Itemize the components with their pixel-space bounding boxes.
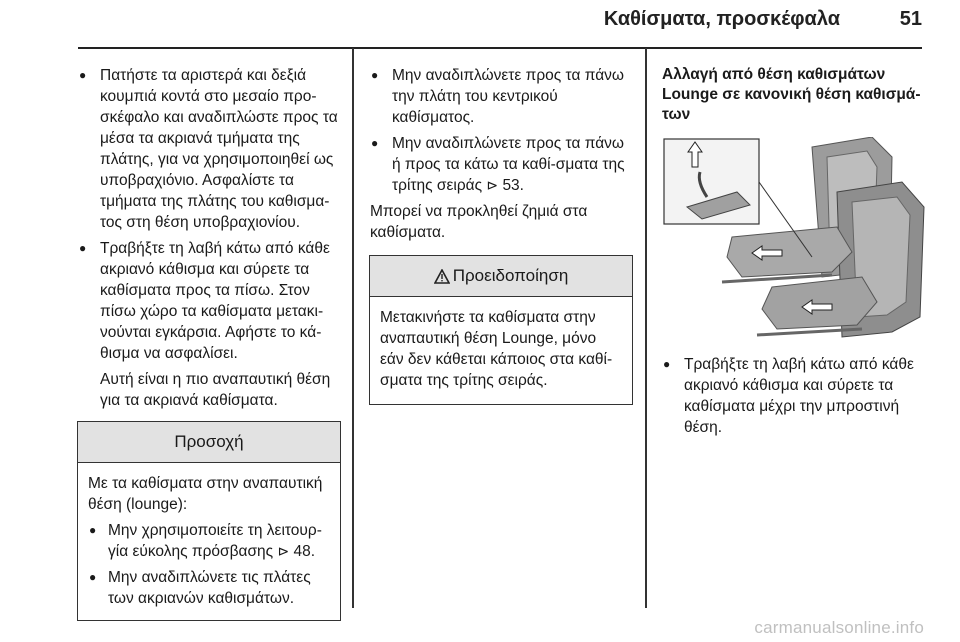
caution-title: Προσοχή <box>78 422 340 463</box>
caution-item-easy-entry <box>88 520 332 562</box>
caution-item-outer-backrests: ● Μην αναδιπλώνετε τις πλάτες των ακριανών καθισμάτων. <box>88 567 332 609</box>
column-2 <box>370 65 632 405</box>
watermark: carmanualsonline.info <box>754 618 924 637</box>
instruction-third-row <box>370 133 632 196</box>
page-reference-icon: ⊳ <box>486 177 499 193</box>
seat-illustration-svg <box>662 137 927 342</box>
instruction-center-backrest: ● Μην αναδιπλώνετε προς τα πάνω την πλάτη του κεντρικού καθίσματος. <box>370 65 632 128</box>
warning-header <box>370 256 632 297</box>
page-number: 51 <box>899 8 922 30</box>
warning-box <box>369 255 633 405</box>
section-heading: Αλλαγή από θέση καθισμάτων Lounge σε κανονική θέση καθισμά-των <box>662 66 921 123</box>
page-reference-icon: ⊳ <box>277 543 290 559</box>
warning-title: Προειδοποίηση <box>452 266 569 285</box>
section-title: Καθίσματα, προσκέφαλα <box>603 8 840 30</box>
instruction-slide-seats-back: ● Τραβήξτε τη λαβή κάτω από κάθε ακριανό κάθισμα και σύρετε τα καθίσματα προς τα πίσω. Στον πίσω χώρο τα καθίσματα μετακι-νούνται εγκάρσια. Αφήστε το κά-θισμα να ασφαλίσει. <box>78 238 340 364</box>
column-divider-right <box>645 48 647 608</box>
caution-intro: Με τα καθίσματα στην αναπαυτική θέση (lounge): <box>88 475 323 513</box>
damage-note: Μπορεί να προκληθεί ζημιά στα καθίσματα. <box>370 203 588 241</box>
column-divider-left <box>352 48 354 608</box>
caution-item-easy-entry-ref[interactable]: 48. <box>293 543 316 560</box>
instruction-third-row-ref[interactable]: 53. <box>502 177 524 194</box>
column-3 <box>662 65 927 443</box>
caution-box <box>77 421 341 621</box>
instruction-third-row-text: Μην αναδιπλώνετε προς τα πάνω ή προς τα κάτω τα καθί-σματα της τρίτης σειράς <box>392 135 625 194</box>
column-1 <box>78 65 340 621</box>
instruction-fold-backrests: ● Πατήστε τα αριστερά και δεξιά κουμπιά κοντά στο μεσαίο προ-σκέφαλο και αναδιπλώστε προς τα μέσα τα ακριανά τμήματα της πλάτης, για να χρησιμοποιηθεί ως υποβραχιόνιο. Ασφαλίστε τα τμήματα της πλάτης του καθισμα-τος στη θέση υποβραχιονίου. <box>78 65 340 233</box>
seat-illustration <box>662 137 927 342</box>
header-divider <box>78 47 922 49</box>
comfort-note: Αυτή είναι η πιο αναπαυτική θέση για τα ακριανά καθίσματα. <box>100 371 331 409</box>
warning-text: Μετακινήστε τα καθίσματα στην αναπαυτική θέση Lounge, μόνο εάν δεν κάθεται κάποιος στα καθί-σματα της τρίτης σειράς. <box>380 309 613 389</box>
caution-item-easy-entry-text: Μην χρησιμοποιείτε τη λειτουρ-γία εύκολης πρόσβασης <box>108 522 322 560</box>
warning-triangle-icon <box>434 269 450 284</box>
instruction-slide-seats-forward: ● Τραβήξτε τη λαβή κάτω από κάθε ακριανό κάθισμα και σύρετε τα καθίσματα μέχρι την μπροστινή θέση. <box>662 354 927 438</box>
